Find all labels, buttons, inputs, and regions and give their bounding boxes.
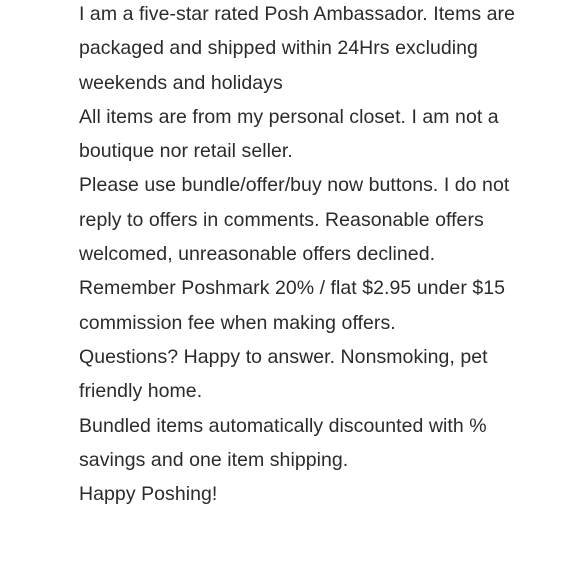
paragraph-questions: Questions? Happy to answer. Nonsmoking, pet friendly home. — [79, 345, 488, 403]
paragraph-offers-policy: Please use bundle/offer/buy now buttons. I do not reply to offers in comments. Reasonable offers welcomed, unreasonable offers declined. Remember Poshmark 20% / flat $2.95 under $15 commission fee when making offers. — [79, 174, 510, 334]
paragraph-personal-closet: All items are from my personal closet. I am not a boutique nor retail seller. — [79, 105, 499, 163]
paragraph-bundles: Bundled items automatically discounted with % savings and one item shipping. — [79, 414, 487, 471]
paragraph-ambassador: I am a five-star rated Posh Ambassador. Items are packaged and shipped within 24Hrs excluding weekends and holidays — [79, 3, 515, 94]
listing-description — [79, 0, 519, 511]
paragraph-sign-off: Happy Poshing! — [79, 483, 218, 506]
